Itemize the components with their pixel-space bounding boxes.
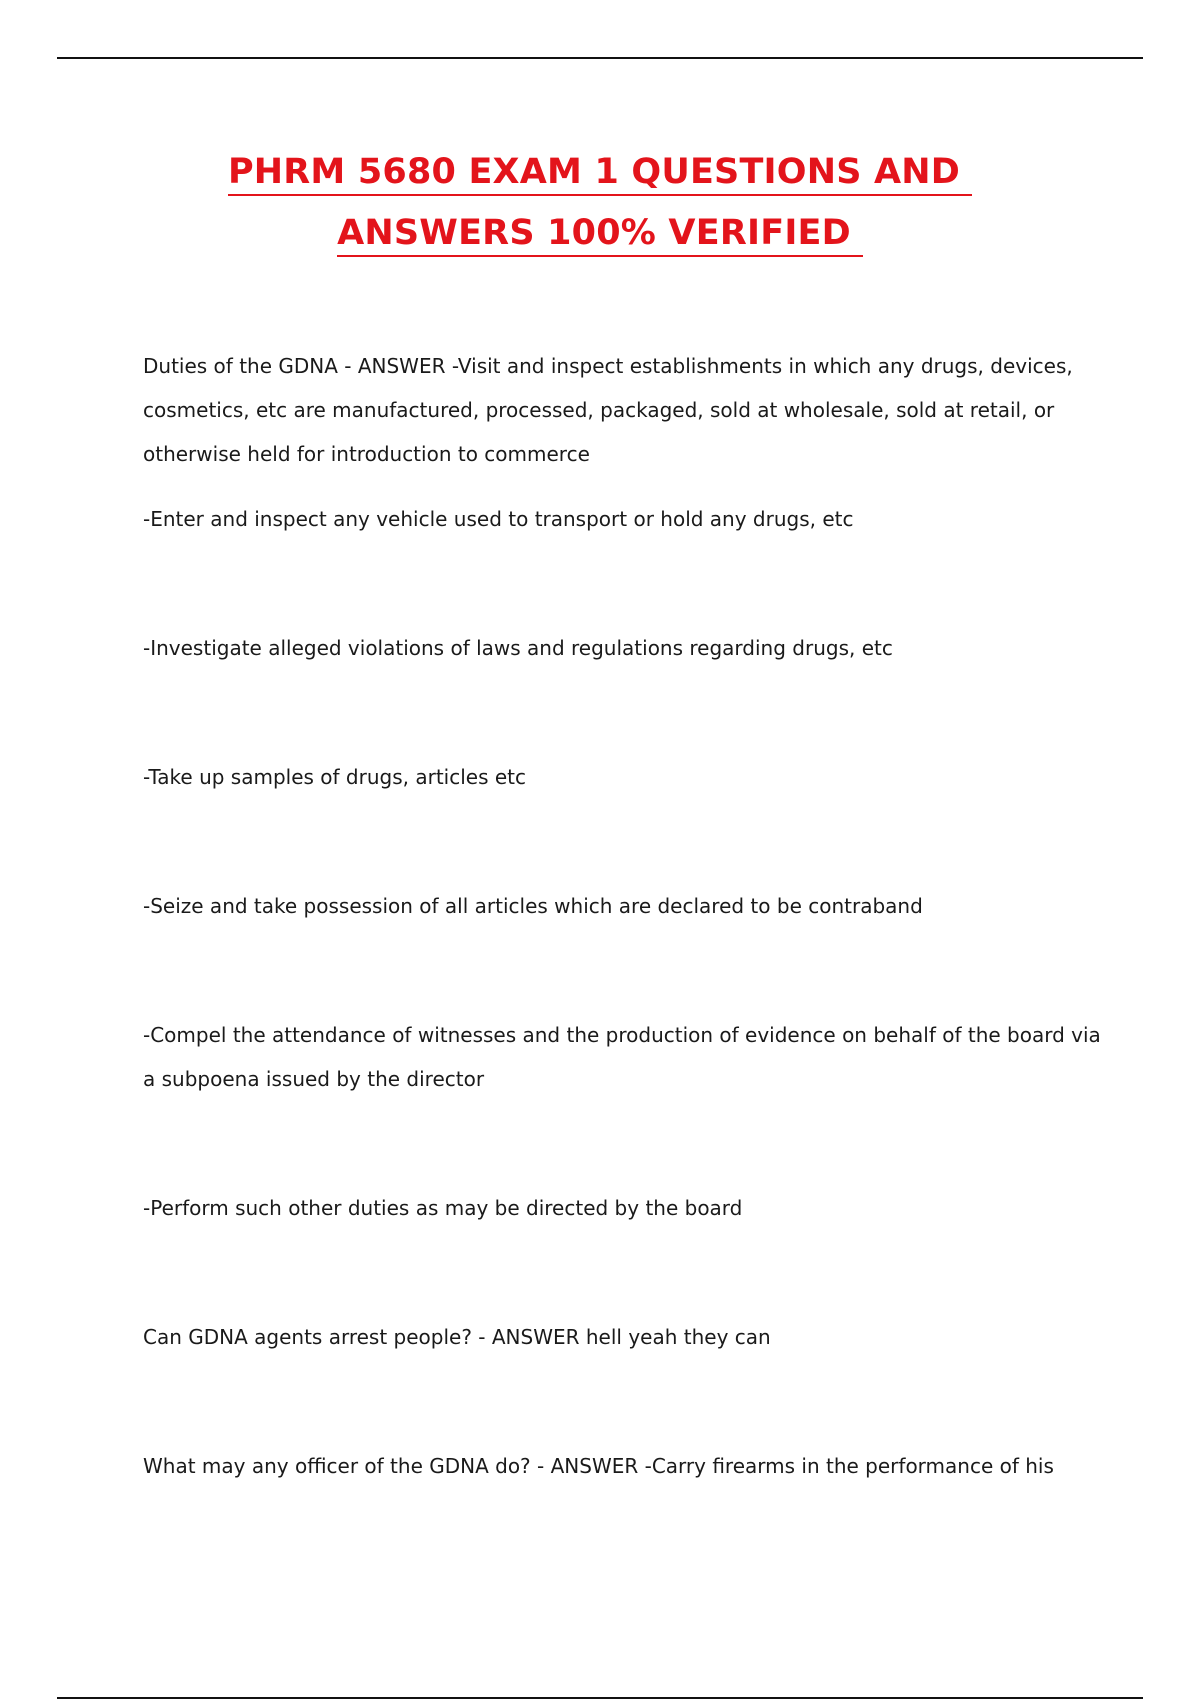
paragraph-seize: -Seize and take possession of all articles which are declared to be contraband: [143, 894, 923, 918]
paragraph-compel: -Compel the attendance of witnesses and the production of evidence on behalf of the board via a subpoena issued by the director: [143, 1023, 1101, 1091]
paragraph-perform-duties: -Perform such other duties as may be directed by the board: [143, 1196, 743, 1220]
paragraph-take-samples: -Take up samples of drugs, articles etc: [143, 765, 527, 789]
document-title: [0, 142, 1200, 264]
paragraph-duties-gdna: Duties of the GDNA - ANSWER -Visit and inspect establishments in which any drugs, devices, cosmetics, etc are manufactured, processed, packaged, sold at wholesale, sold at retail, or otherwise held for introduction to commerce: [143, 354, 1073, 466]
title-line-1: PHRM 5680 EXAM 1 QUESTIONS AND: [228, 150, 972, 196]
top-rule: [57, 57, 1143, 59]
title-line-2: ANSWERS 100% VERIFIED: [337, 211, 863, 257]
paragraph-officer: What may any officer of the GDNA do? - ANSWER -Carry firearms in the performance of his: [143, 1454, 1054, 1478]
bottom-rule: [57, 1697, 1143, 1699]
paragraph-investigate: -Investigate alleged violations of laws and regulations regarding drugs, etc: [143, 636, 893, 660]
paragraph-arrest: Can GDNA agents arrest people? - ANSWER hell yeah they can: [143, 1325, 771, 1349]
paragraph-enter-inspect: -Enter and inspect any vehicle used to transport or hold any drugs, etc: [143, 507, 854, 531]
